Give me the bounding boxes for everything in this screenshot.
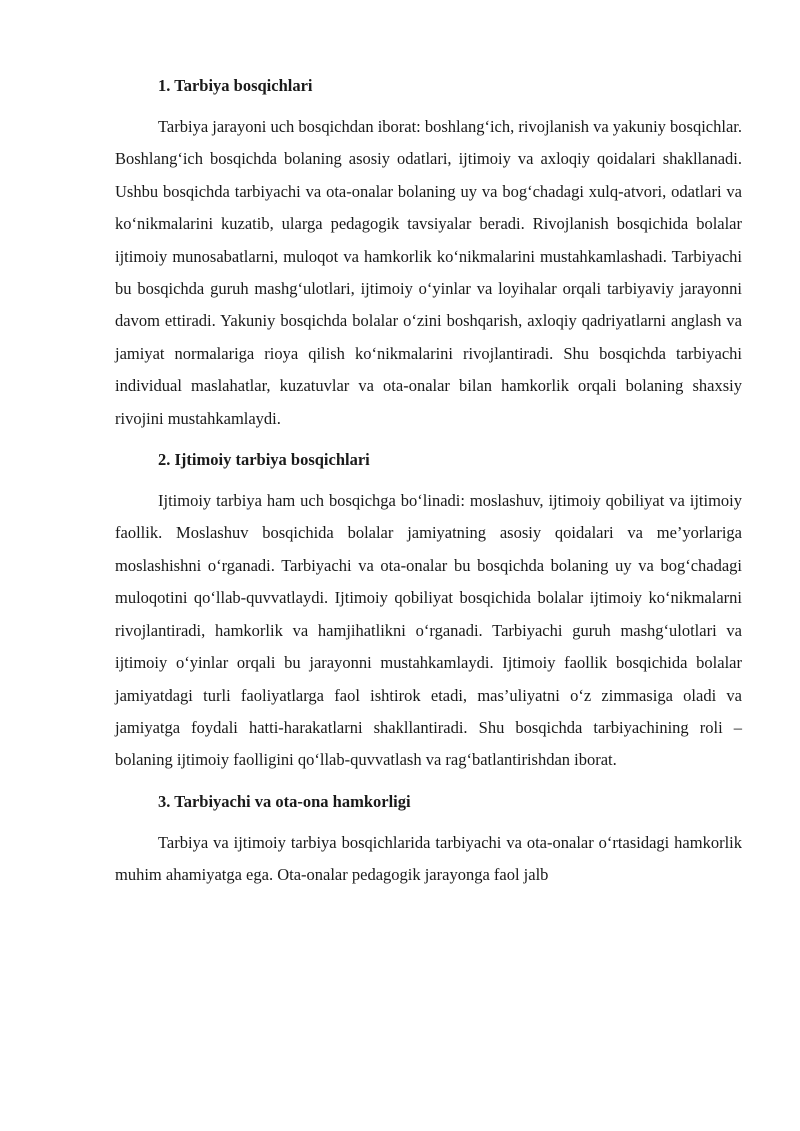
section-heading: 3. Tarbiyachi va ota-ona hamkorligi <box>158 791 411 811</box>
section-hamkorlik <box>115 786 742 892</box>
section-paragraph: Tarbiya va ijtimoiy tarbiya bosqichlarida tarbiyachi va ota-onalar o‘rtasidagi hamkorlik muhim ahamiyatga ega. Ota-onalar pedagogik jarayonga faol jalb <box>115 832 742 885</box>
section-paragraph: Ijtimoiy tarbiya ham uch bosqichga bo‘linadi: moslashuv, ijtimoiy qobiliyat va ijtimoiy faollik. Moslashuv bosqichida bolalar jamiyatning asosiy qoidalari va me’yorlariga moslashishni o‘rganadi. Tarbiyachi va ota-onalar bu bosqichda bolaning uy va bog‘chadagi muloqotini qo‘llab-quvvatlaydi. Ijtimoiy qobiliyat bosqichida bolalar ijtimoiy ko‘nikmalarni rivojlantiradi, hamkorlik va hamjihatlikni o‘rganadi. Tarbiyachi guruh mashg‘ulotlari va ijtimoiy o‘yinlar orqali bu jarayonni mustahkamlaydi. Ijtimoiy faollik bosqichida bolalar jamiyatdagi turli faoliyatlarga faol ishtirok etadi, mas’uliyatni o‘z zimmasiga oladi va jamiyatga foydali hatti-harakatlarni shakllantiradi. Shu bosqichda tarbiyachining roli – bolaning ijtimoiy faolligini qo‘llab-quvvatlash va rag‘batlantirishdan iborat. <box>115 491 742 770</box>
section-ijtimoiy-tarbiya-bosqichlari <box>115 444 742 777</box>
section-heading: 2. Ijtimoiy tarbiya bosqichlari <box>158 450 370 470</box>
section-heading: 1. Tarbiya bosqichlari <box>158 76 313 95</box>
section-paragraph: Tarbiya jarayoni uch bosqichdan iborat: boshlang‘ich, rivojlanish va yakuniy bosqichlar. Boshlang‘ich bosqichda bolaning asosiy odatlari, ijtimoiy va axloqiy qoidalari shakllanadi. Ushbu bosqichda tarbiyachi va ota-onalar bolaning uy va bog‘chadagi xulq-atvori, odatlari va ko‘nikmalarini kuzatib, ularga pedagogik tavsiyalar beradi. Rivojlanish bosqichida bolalar ijtimoiy munosabatlarni, muloqot va hamkorlik ko‘nikmalarini mustahkamlashadi. Tarbiyachi bu bosqichda guruh mashg‘ulotlari, ijtimoiy o‘yinlar va loyihalar orqali tarbiyaviy jarayonni davom ettiradi. Yakuniy bosqichda bolalar o‘zini boshqarish, axloqiy qadriyatlarni anglash va jamiyat normalariga rioya qilish ko‘nikmalarini rivojlantiradi. Shu bosqichda tarbiyachi individual maslahatlar, kuzatuvlar va ota-onalar bilan hamkorlik orqali bolaning shaxsiy rivojini mustahkamlaydi. <box>115 117 742 428</box>
document-page <box>115 70 742 901</box>
section-tarbiya-bosqichlari <box>115 70 742 435</box>
